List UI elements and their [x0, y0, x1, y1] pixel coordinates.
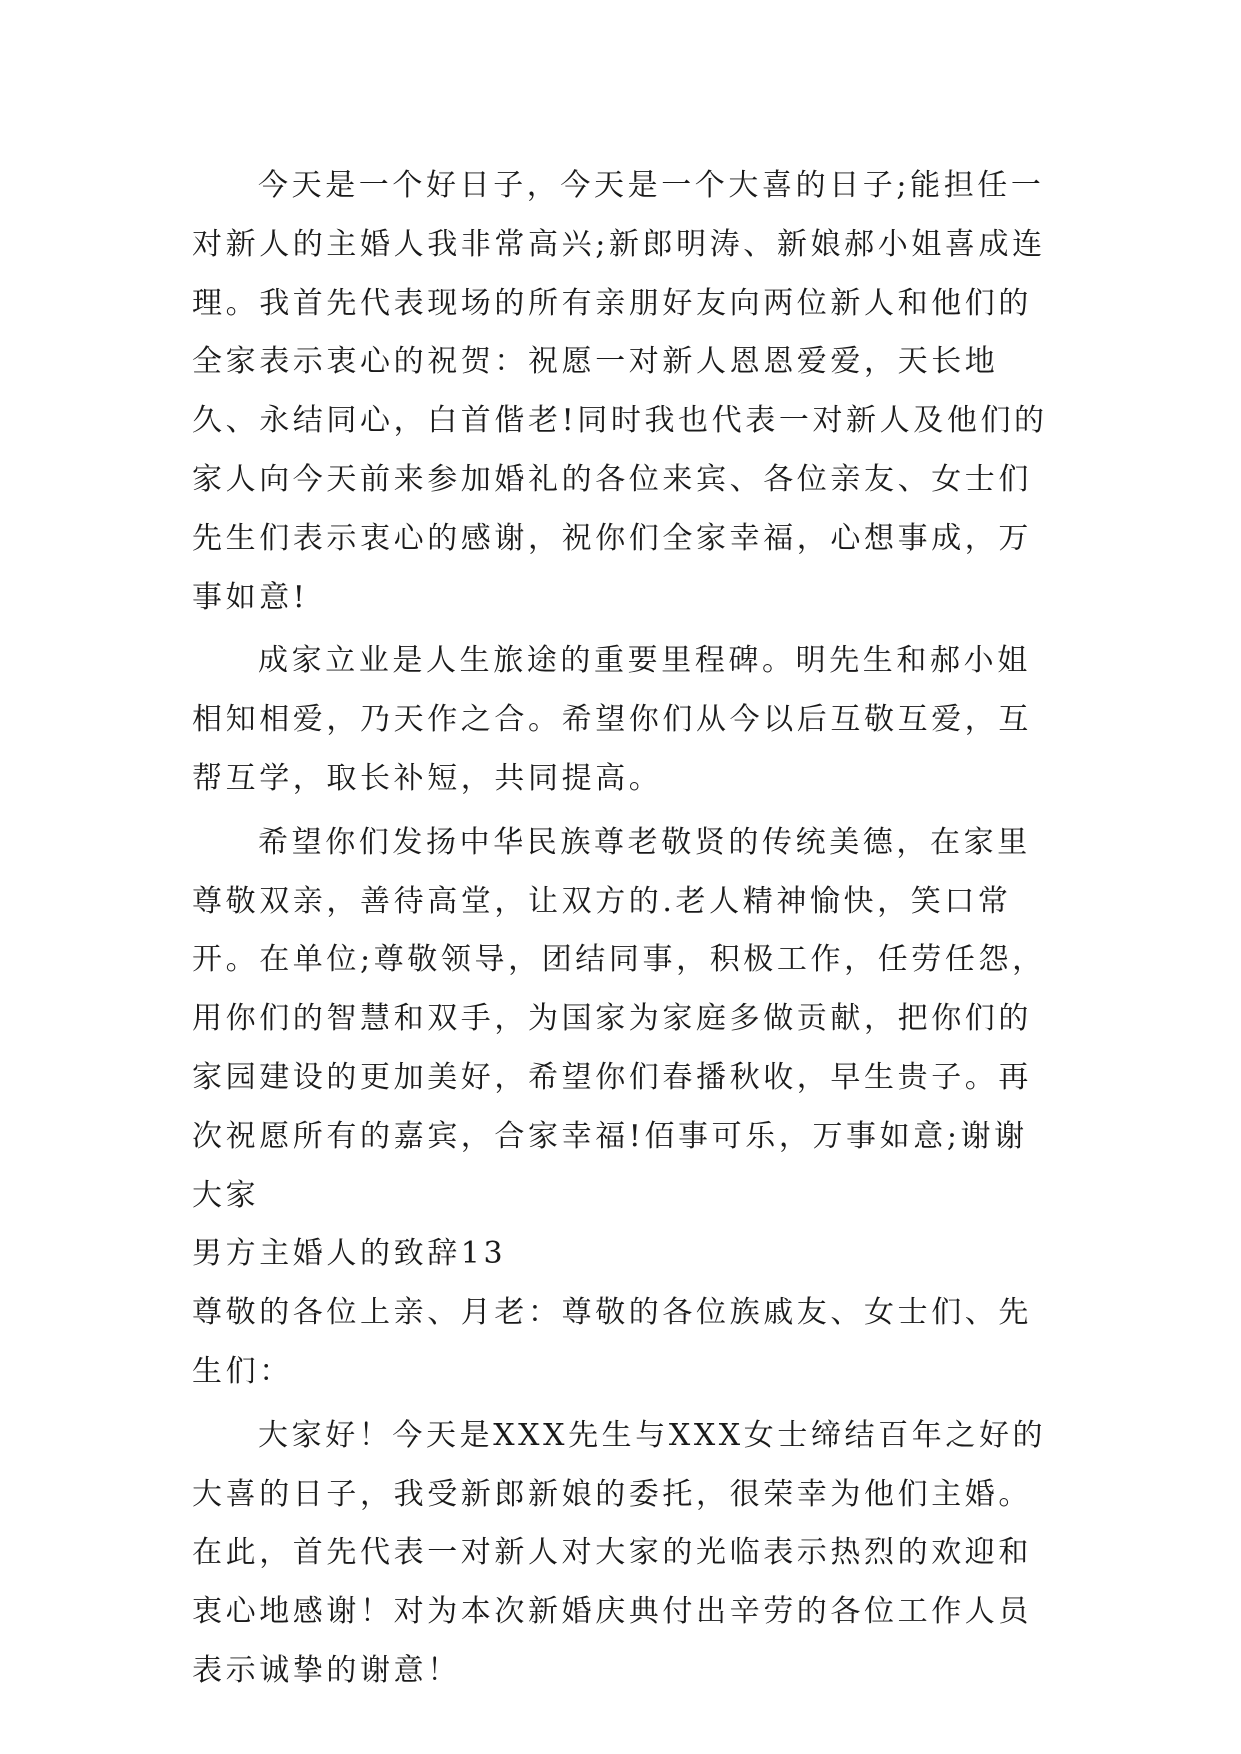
salutation: 尊敬的各位上亲、月老：尊敬的各位族戚友、女士们、先生们：	[192, 1295, 1032, 1389]
paragraph-wishes: 希望你们发扬中华民族尊老敬贤的传统美德，在家里尊敬双亲，善待高堂，让双方的.老人精神愉快，笑口常开。在单位;尊敬领导，团结同事，积极工作，任劳任怨，用你们的智慧和双手，为国家为家庭多做贡献，把你们的家园建设的更加美好，希望你们春播秋收，早生贵子。再次祝愿所有的嘉宾，合家幸福!佰事可乐，万事如意;谢谢大家	[192, 824, 1046, 1213]
section-heading: 男方主婚人的致辞13	[192, 1236, 507, 1272]
paragraph-opening-blessing: 今天是一个好日子，今天是一个大喜的日子;能担任一对新人的主婚人我非常高兴;新郎明涛、新娘郝小姐喜成连理。我首先代表现场的所有亲朋好友向两位新人和他们的全家表示衷心的祝贺：祝愿一对新人恩恩爱爱，天长地久、永结同心，白首偕老!同时我也代表一对新人及他们的家人向今天前来参加婚礼的各位来宾、各位亲友、女士们先生们表示衷心的感谢，祝你们全家幸福，心想事成，万事如意!	[192, 168, 1048, 615]
paragraph-milestone: 成家立业是人生旅途的重要里程碑。明先生和郝小姐相知相爱，乃天作之合。希望你们从今以后互敬互爱，互帮互学，取长补短，共同提高。	[192, 643, 1032, 796]
document-body	[192, 157, 1052, 1701]
paragraph-welcome: 大家好！今天是XXX先生与XXX女士缔结百年之好的大喜的日子，我受新郎新娘的委托，很荣幸为他们主婚。在此，首先代表一对新人对大家的光临表示热烈的欢迎和衷心地感谢！对为本次新婚庆典付出辛劳的各位工作人员表示诚挚的谢意！	[192, 1417, 1047, 1688]
